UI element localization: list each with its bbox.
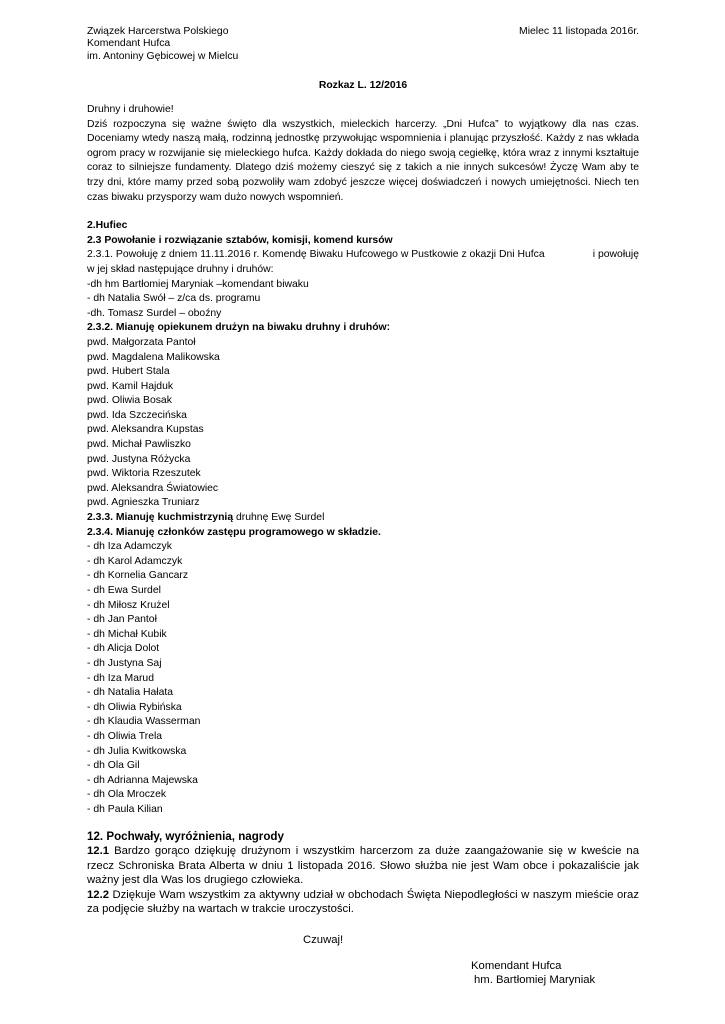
document-title: Rozkaz L. 12/2016 [318,80,408,91]
section-heading: 12. Pochwały, wyróżnienia, nagrody [87,829,284,843]
paragraph-text: Dziękuje Wam wszystkim za aktywny udział w obchodach Święta Niepodległości w naszym mieście oraz za podjęcie służby na wartach w trakcie uroczystości. [87,888,639,916]
paragraph-number: 12.2 [87,888,109,901]
list-item: - dh Adrianna Majewska [87,774,198,786]
list-item: - dh Karol Adamczyk [87,555,183,567]
list-item: - dh Michał Kubik [87,628,167,640]
list-item: - dh Paula Kilian [87,803,163,815]
paragraph-bold: 2.3.3. Mianuję kuchmistrzynią [87,512,234,524]
list-item: - dh Klaudia Wasserman [87,716,201,728]
signature-name: hm. Bartłomiej Maryniak [474,974,596,987]
list-item: - dh Ewa Surdel [87,585,161,596]
list-item: pwd. Ida Szczecińska [87,409,187,421]
org-line: im. Antoniny Gębicowej w Mielcu [87,50,239,62]
paragraph-number: 12.1 [87,845,109,858]
document-page [87,26,639,988]
list-item: - dh Ola Gil [87,760,140,772]
paragraph-text: 2.3.1. Powołuję z dniem 11.11.2016 r. Komendę Biwaku Hufcowego w Pustkowie z okazji Dni Hufca [87,249,545,261]
closing-greeting: Czuwaj! [303,934,344,947]
org-line: Związek Harcerstwa Polskiego [87,26,229,37]
list-item: - dh Oliwia Rybińska [87,701,182,713]
signature-block [87,959,639,988]
list-item: pwd. Oliwia Bosak [87,395,172,407]
list-item: pwd. Agnieszka Truniarz [87,497,200,509]
list-item: pwd. Magdalena Malikowska [87,351,220,363]
intro-greeting: Druhny i druhowie! [87,104,174,115]
list-item: - dh Julia Kwitkowska [87,745,187,757]
list-item: pwd. Wiktoria Rzeszutek [87,468,201,480]
org-line: Komendant Hufca [87,38,171,50]
letter-header [87,26,639,66]
section-12 [87,830,639,918]
list-item: - dh Iza Adamczyk [87,541,172,553]
list-item: - dh Oliwia Trela [87,730,163,742]
paragraph-12-2 [87,888,639,917]
list-item: - dh Kornelia Gancarz [87,570,189,582]
list-item: pwd. Aleksandra Kupstas [87,424,204,436]
list-item: - dh Natalia Swół – z/ca ds. programu [87,293,261,305]
list-item: -dh hm Bartłomiej Maryniak –komendant biwaku [87,278,309,290]
list-item: - dh Miłosz Krużel [87,599,170,611]
paragraph-2-3-3 [87,511,639,526]
paragraph-2-3-1 [87,248,639,263]
list-item: - dh Jan Pantoł [87,614,157,626]
list-item: - dh Ola Mroczek [87,789,167,801]
list-item: - dh Natalia Hałata [87,687,174,699]
komenda-list [87,278,639,322]
list-item: -dh. Tomasz Surdel – oboźny [87,307,222,319]
paragraph-12-1 [87,844,639,888]
intro-paragraph: Dziś rozpoczyna się ważne święto dla wszystkich, mieleckich harcerzy. „Dni Hufca” to wyjątkowy dla nas czas. Doceniamy wtedy naszą małą, rodzinną jednostkę przywołując wspomnienia i planując przyszłość. Każdy z nas wkłada ogrom pracy w rozwijanie się mieleckiego hufca. Każdy dokłada do niego swoją cegiełkę, która wraz z innymi kształtuje coraz to silniejsze fundamenty. Dlatego dziś możemy cieszyć się z takich a nie innych sukcesów! Życzę Wam aby te trzy dni, które mamy przed sobą pozwoliły wam zdobyć jeszcze więcej doświadczeń i nowych umiejętności. Niech ten czas biwaku przysporzy wam dużo nowych wspomnień. [87,118,639,203]
section-2 [87,219,639,817]
section-heading: 2.Hufiec [87,220,128,232]
subsection-heading: 2.3 Powołanie i rozwiązanie sztabów, komisji, komend kursów [87,234,393,246]
paragraph-2-3-4-heading: 2.3.4. Mianuję członków zastępu programowego w składzie. [87,526,381,538]
paragraph-text: druhnę Ewę Surdel [233,512,325,524]
list-item: - dh Iza Marud [87,672,154,684]
list-item: - dh Alicja Dolot [87,643,160,655]
paragraph-2-3-2-heading: 2.3.2. Mianuję opiekunem drużyn na biwaku druhny i druhów: [87,322,391,334]
list-item: pwd. Hubert Stala [87,366,170,378]
signature-role: Komendant Hufca [471,960,562,973]
paragraph-text: i powołuję [592,249,639,261]
paragraph-text: w jej skład następujące druhny i druhów: [87,263,274,275]
zastep-list [87,540,639,817]
list-item: pwd. Kamil Hajduk [87,380,174,392]
list-item: pwd. Małgorzata Pantoł [87,336,196,348]
list-item: pwd. Aleksandra Światowiec [87,482,219,494]
list-item: pwd. Justyna Różycka [87,453,191,465]
list-item: pwd. Michał Pawliszko [87,439,191,451]
opiekunowie-list [87,336,639,511]
intro-section [87,103,639,205]
document-date: Mielec 11 listopada 2016r. [519,26,639,37]
list-item: - dh Justyna Saj [87,657,162,669]
paragraph-text: Bardzo gorąco dziękuję drużynom i wszystkim harcerzom za duże zaangażowanie się w kweście na rzecz Schroniska Brata Alberta w dniu 1 listopada 2016. Słowo służba nie jest Wam obce i pokazaliście jak ważny jest dla Was los drugiego człowieka. [87,845,639,887]
